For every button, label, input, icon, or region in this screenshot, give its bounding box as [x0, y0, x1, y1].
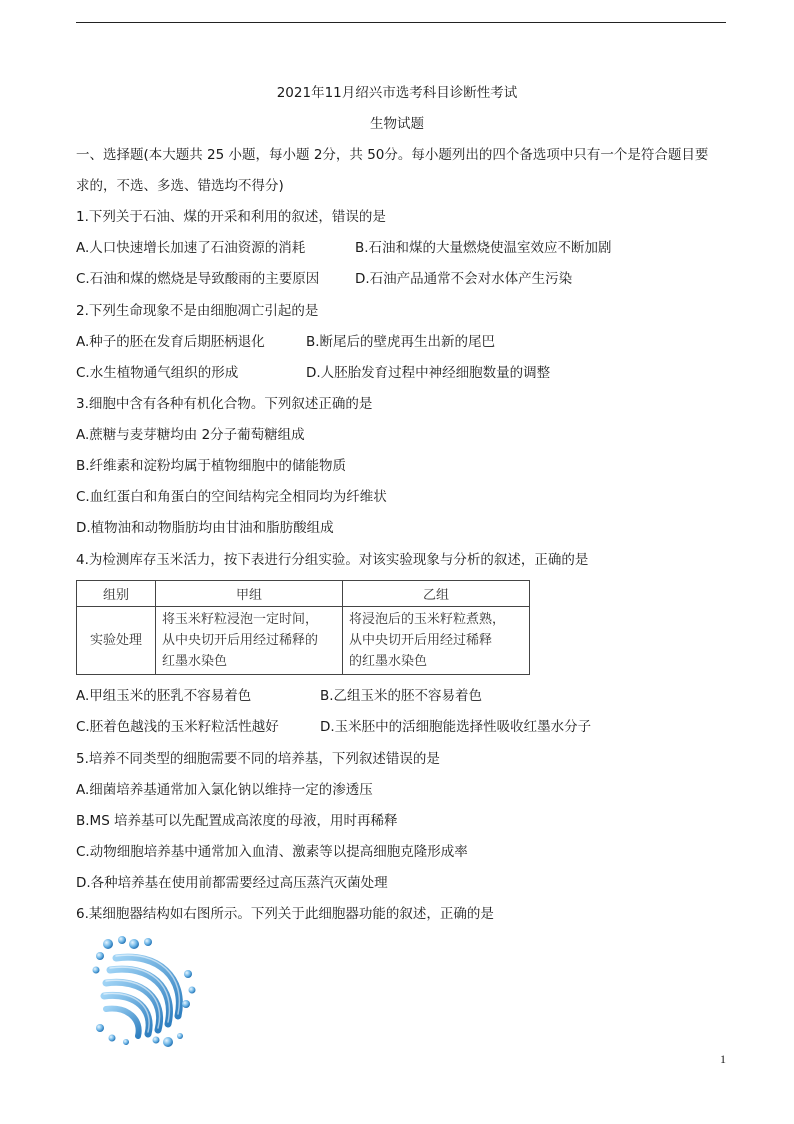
table-cell-yi [343, 607, 530, 675]
q5-option-d: D.各种培养基在使用前都需要经过高压蒸汽灭菌处理 [76, 875, 388, 891]
q5-option-c: C.动物细胞培养基中通常加入血清、激素等以提高细胞克隆形成率 [76, 844, 468, 860]
section-instructions-line1: 一、选择题(本大题共 25 小题，每小题 2分，共 50分。每小题列出的四个备选项中只有一个是符合题目要 [76, 147, 709, 163]
q3-option-b: B.纤维素和淀粉均属于植物细胞中的储能物质 [76, 458, 347, 474]
q4-option-c: C.胚着色越浅的玉米籽粒活性越好 [76, 719, 279, 735]
table-cell-line: 红墨水染色 [162, 654, 228, 669]
q2-stem: 2.下列生命现象不是由细胞凋亡引起的是 [76, 303, 319, 319]
q3-stem: 3.细胞中含有各种有机化合物。下列叙述正确的是 [76, 396, 373, 412]
table-row-label: 实验处理 [77, 607, 156, 675]
table-header-cell: 乙组 [343, 581, 530, 607]
q1-option-a: A.人口快速增长加速了石油资源的消耗 [76, 240, 306, 256]
table-header-cell: 甲组 [156, 581, 343, 607]
exam-title: 2021年11月绍兴市选考科目诊断性考试 [276, 85, 518, 101]
q4-option-a: A.甲组玉米的胚乳不容易着色 [76, 688, 252, 704]
table-cell-line: 将浸泡后的玉米籽粒煮熟， [349, 612, 506, 627]
q2-option-a: A.种子的胚在发育后期胚柄退化 [76, 334, 265, 350]
q4-option-b: B.乙组玉米的胚不容易着色 [320, 688, 483, 704]
table-cell-jia [156, 607, 343, 675]
q2-option-d: D.人胚胎发育过程中神经细胞数量的调整 [306, 365, 551, 381]
section-instructions-line2: 求的，不选、多选、错选均不得分) [76, 178, 284, 194]
table-cell-line: 将玉米籽粒浸泡一定时间， [162, 612, 319, 627]
q1-stem: 1.下列关于石油、煤的开采和利用的叙述，错误的是 [76, 209, 386, 225]
table-row [77, 607, 530, 675]
q6-stem: 6.某细胞器结构如右图所示。下列关于此细胞器功能的叙述，正确的是 [76, 906, 494, 922]
table-header-cell: 组别 [77, 581, 156, 607]
q4-stem: 4.为检测库存玉米活力，按下表进行分组实验。对该实验现象与分析的叙述，正确的是 [76, 552, 589, 568]
q5-option-a: A.细菌培养基通常加入氯化钠以维持一定的渗透压 [76, 782, 373, 798]
q2-option-b: B.断尾后的壁虎再生出新的尾巴 [306, 334, 496, 350]
q1-option-c: C.石油和煤的燃烧是导致酸雨的主要原因 [76, 271, 320, 287]
experiment-table [76, 580, 530, 675]
table-cell-line: 从中央切开后用经过稀释的 [162, 633, 319, 648]
q3-option-d: D.植物油和动物脂肪均由甘油和脂肪酸组成 [76, 520, 334, 536]
table-header-row [77, 581, 530, 607]
q1-option-b: B.石油和煤的大量燃烧使温室效应不断加剧 [355, 240, 612, 256]
q5-option-b: B.MS 培养基可以先配置成高浓度的母液，用时再稀释 [76, 813, 398, 829]
table-cell-line: 的红墨水染色 [349, 654, 428, 669]
subject-title: 生物试题 [370, 116, 424, 132]
q1-option-d: D.石油产品通常不会对水体产生污染 [355, 271, 573, 287]
q3-option-a: A.蔗糖与麦芽糖均由 2分子葡萄糖组成 [76, 427, 305, 443]
q4-option-d: D.玉米胚中的活细胞能选择性吸收红墨水分子 [320, 719, 592, 735]
q2-option-c: C.水生植物通气组织的形成 [76, 365, 239, 381]
table-cell-line: 从中央切开后用经过稀释 [349, 633, 493, 648]
q5-stem: 5.培养不同类型的细胞需要不同的培养基，下列叙述错误的是 [76, 751, 440, 767]
golgi-apparatus-icon [88, 930, 200, 1050]
header-rule [76, 22, 726, 23]
page-number: 1 [720, 1052, 726, 1066]
q3-option-c: C.血红蛋白和角蛋白的空间结构完全相同均为纤维状 [76, 489, 387, 505]
